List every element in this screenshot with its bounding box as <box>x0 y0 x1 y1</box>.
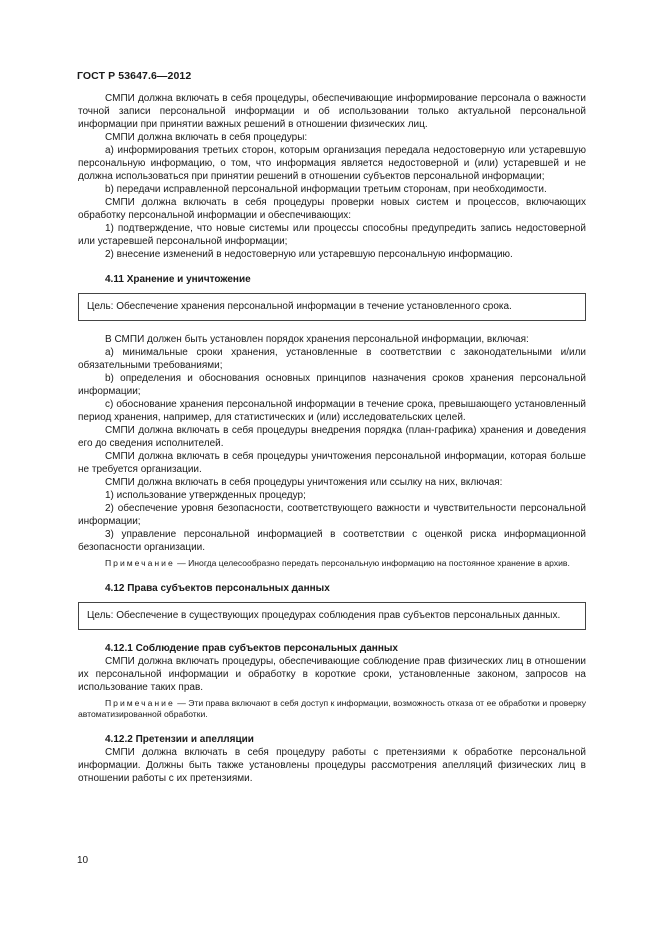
list-item: 2) обеспечение уровня безопасности, соответствующего важности и чувствительности персональной информации; <box>78 503 586 527</box>
section-heading-4-11: 4.11 Хранение и уничтожение <box>105 274 251 285</box>
paragraph: В СМПИ должен быть установлен порядок хранения персональной информации, включая: <box>105 334 529 345</box>
document-id: ГОСТ Р 53647.6—2012 <box>77 70 192 82</box>
subsection-heading-4-12-2: 4.12.2 Претензии и апелляции <box>105 733 254 745</box>
list-item: 1) использование утвержденных процедур; <box>105 490 306 501</box>
note <box>78 698 586 721</box>
paragraph: СМПИ должна включать в себя процедуры, обеспечивающие информирование персонала о важности точной записи персональной информации и об использовании только актуальной персональной информации при принятии важных решений в отношении физических лиц. <box>78 93 586 130</box>
note-text: — Иногда целесообразно передать персональную информацию на постоянное хранение в архив. <box>174 558 570 568</box>
note-label: Примечание <box>105 558 175 568</box>
document-body <box>78 92 586 785</box>
objective-box: Цель: Обеспечение в существующих процедурах соблюдения прав субъектов персональных данных. <box>78 602 586 630</box>
list-item: 3) управление персональной информацией в соответствии с оценкой риска информационной безопасности организации. <box>78 529 586 553</box>
page-number: 10 <box>77 855 89 866</box>
paragraph: СМПИ должна включать в себя процедуры проверки новых систем и процессов, включающих обработку персональной информации и обеспечивающих: <box>78 197 586 221</box>
subsection-heading-4-12-1: 4.12.1 Соблюдение прав субъектов персональных данных <box>105 642 398 654</box>
list-item: a) минимальные сроки хранения, установленные в соответствии с законодательными и/или обязательными требованиями; <box>78 347 586 371</box>
list-item: b) передачи исправленной персональной информации третьим сторонам, при необходимости. <box>105 184 547 195</box>
list-item: b) определения и обоснования основных принципов назначения сроков хранения персональной информации; <box>78 373 586 397</box>
list-item: 2) внесение изменений в недостоверную или устаревшую персональную информацию. <box>105 249 513 260</box>
paragraph: СМПИ должна включать в себя процедуры уничтожения персональной информации, которая больше не требуется организации. <box>78 451 586 475</box>
list-item: c) обоснование хранения персональной информации в течение срока, превышающего установленный период хранения, например, для статистических и (или) исследовательских целей. <box>78 399 586 423</box>
paragraph: СМПИ должна включать процедуры, обеспечивающие соблюдение прав физических лиц в отношении их персональной информации и обработку в короткие сроки, установленные законом, запросов на использование таких прав. <box>78 655 586 693</box>
list-item: 1) подтверждение, что новые системы или процессы способны предупредить запись недостоверной или устаревшей персональной информации; <box>78 223 586 247</box>
paragraph: СМПИ должна включать в себя процедуры уничтожения или ссылку на них, включая: <box>105 477 503 488</box>
note <box>78 558 586 570</box>
paragraph: СМПИ должна включать в себя процедуру работы с претензиями к обработке персональной информации. Должны быть также установлены процедуры рассмотрения апелляций физических лиц в отношении работы с их претензиями. <box>78 746 586 784</box>
note-label: Примечание <box>105 697 175 708</box>
paragraph: СМПИ должна включать в себя процедуры: <box>105 132 308 143</box>
list-item: a) информирования третьих сторон, которым организация передала недостоверную или устаревшую персональную информацию, о том, что информация является недостоверной и (или) устаревшей и не должна использоваться при принятии решений в отношении субъектов персональной информации; <box>78 145 586 182</box>
section-heading-4-12: 4.12 Права субъектов персональных данных <box>105 582 330 594</box>
objective-box: Цель: Обеспечение хранения персональной информации в течение установленного срока. <box>78 293 586 321</box>
note-text: — Эти права включают в себя доступ к информации, возможность отказа от ее обработки и проверку автоматизированной обработки. <box>78 697 586 719</box>
paragraph: СМПИ должна включать в себя процедуры внедрения порядка (план-графика) хранения и доведения его до сведения исполнителей. <box>78 425 586 449</box>
